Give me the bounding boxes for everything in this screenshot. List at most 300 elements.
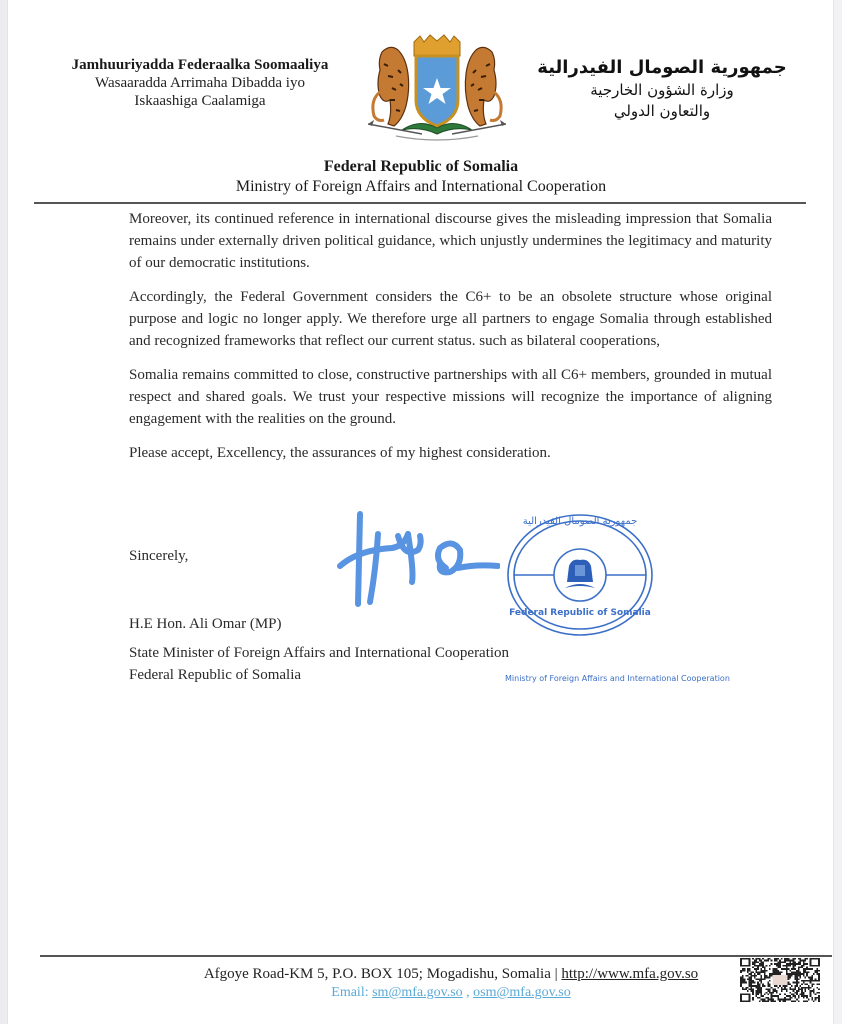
qr-module: [810, 982, 812, 984]
qr-module: [794, 977, 796, 979]
signatory-title: State Minister of Foreign Affairs and International Cooperation: [129, 645, 510, 661]
footer-divider: [40, 955, 832, 957]
qr-module: [771, 975, 773, 977]
qr-module: [767, 977, 769, 979]
qr-module: [793, 973, 795, 975]
qr-module: [779, 965, 781, 967]
qr-module: [757, 965, 759, 967]
qr-module: [759, 960, 761, 962]
qr-module: [755, 992, 757, 994]
qr-module: [803, 965, 805, 967]
qr-module: [781, 999, 783, 1001]
qr-module: [761, 972, 763, 974]
seal-text-bottom: Federal Republic of Somalia: [509, 608, 651, 618]
qr-module: [801, 992, 803, 994]
qr-module: [806, 975, 808, 977]
letter-body: [129, 208, 772, 476]
qr-module: [813, 973, 815, 975]
qr-module: [766, 975, 768, 977]
qr-module: [776, 973, 778, 975]
qr-module: [772, 995, 774, 997]
qr-module: [750, 980, 752, 982]
qr-module: [788, 965, 790, 967]
qr-module: [771, 994, 773, 996]
arabic-line-1: جمهورية الصومال الفيدرالية: [537, 57, 787, 78]
qr-module: [750, 988, 752, 990]
qr-module: [766, 977, 768, 979]
qr-module: [789, 992, 791, 994]
qr-module: [796, 970, 798, 972]
qr-module: [772, 988, 774, 990]
qr-module: [759, 980, 761, 982]
qr-module: [772, 1000, 774, 1002]
qr-module: [791, 968, 793, 970]
qr-module: [772, 968, 774, 970]
qr-module: [767, 997, 769, 999]
qr-module: [772, 990, 774, 992]
qr-module: [796, 999, 798, 1001]
qr-module: [808, 999, 810, 1001]
qr-module: [750, 983, 752, 985]
qr-module: [764, 978, 766, 980]
qr-module: [786, 966, 788, 968]
qr-module: [777, 973, 779, 975]
qr-module: [784, 999, 786, 1001]
qr-module: [762, 985, 764, 987]
qr-module: [745, 982, 747, 984]
qr-module: [752, 961, 754, 963]
qr-module: [772, 972, 774, 974]
qr-module: [806, 987, 808, 989]
qr-module: [799, 972, 801, 974]
qr-module: [783, 1000, 785, 1002]
qr-module: [769, 992, 771, 994]
qr-module: [796, 973, 798, 975]
seal-ring-graphic: [505, 512, 655, 638]
qr-module: [813, 983, 815, 985]
qr-module: [801, 988, 803, 990]
qr-module: [786, 999, 788, 1001]
email-link-sm[interactable]: sm@mfa.gov.so: [372, 985, 463, 1000]
qr-module: [776, 972, 778, 974]
qr-module: [786, 973, 788, 975]
qr-module: [754, 961, 756, 963]
qr-module: [806, 972, 808, 974]
qr-module: [818, 983, 820, 985]
qr-module: [793, 961, 795, 963]
qr-module: [759, 958, 761, 960]
qr-module: [755, 965, 757, 967]
qr-module: [793, 960, 795, 962]
qr-module: [794, 961, 796, 963]
qr-module: [793, 963, 795, 965]
qr-module: [779, 966, 781, 968]
qr-module: [789, 997, 791, 999]
qr-module: [752, 985, 754, 987]
qr-module: [754, 975, 756, 977]
qr-module: [764, 985, 766, 987]
qr-module: [781, 988, 783, 990]
qr-module: [798, 961, 800, 963]
qr-module: [818, 977, 820, 979]
qr-module: [803, 968, 805, 970]
qr-module: [801, 994, 803, 996]
qr-module: [757, 966, 759, 968]
qr-module: [794, 1000, 796, 1002]
qr-module: [799, 973, 801, 975]
letterhead-arabic: [512, 56, 812, 122]
qr-module: [776, 970, 778, 972]
qr-module: [794, 987, 796, 989]
email-separator: ,: [466, 985, 470, 1000]
qr-module: [754, 960, 756, 962]
qr-module: [794, 968, 796, 970]
qr-module: [783, 985, 785, 987]
qr-module: [811, 977, 813, 979]
qr-module: [798, 968, 800, 970]
qr-module: [794, 963, 796, 965]
qr-module: [799, 975, 801, 977]
qr-module: [789, 988, 791, 990]
qr-module: [754, 982, 756, 984]
qr-module: [755, 958, 757, 960]
qr-module: [769, 975, 771, 977]
qr-module: [810, 978, 812, 980]
qr-module: [810, 995, 812, 997]
qr-module: [752, 999, 754, 1001]
qr-module: [803, 995, 805, 997]
somali-line-1: Jamhuuriyadda Federaalka Soomaaliya: [71, 57, 329, 73]
qr-module: [794, 982, 796, 984]
official-seal-icon: [505, 512, 655, 638]
website-link[interactable]: http://www.mfa.gov.so: [561, 966, 699, 982]
qr-module: [783, 988, 785, 990]
qr-module: [786, 970, 788, 972]
qr-module: [796, 983, 798, 985]
qr-module: [777, 958, 779, 960]
qr-module: [786, 963, 788, 965]
qr-module: [784, 965, 786, 967]
qr-module: [744, 978, 746, 980]
qr-module: [793, 982, 795, 984]
qr-module: [777, 970, 779, 972]
qr-module: [783, 999, 785, 1001]
qr-module: [805, 995, 807, 997]
qr-module: [816, 992, 818, 994]
paragraph: Moreover, its continued reference in international discourse gives the misleading impression that Somalia remains under externally driven political guidance, which unjustly undermines the legitimacy and maturity of our democratic institutions.: [129, 211, 772, 271]
qr-module: [757, 961, 759, 963]
qr-module: [781, 972, 783, 974]
qr-module: [769, 985, 771, 987]
qr-module: [794, 995, 796, 997]
qr-module: [762, 958, 764, 960]
qr-module: [801, 973, 803, 975]
qr-module: [788, 960, 790, 962]
qr-module: [793, 1000, 795, 1002]
qr-module: [752, 963, 754, 965]
qr-module: [754, 985, 756, 987]
qr-module: [759, 987, 761, 989]
qr-module: [794, 997, 796, 999]
qr-module: [754, 977, 756, 979]
qr-module: [811, 983, 813, 985]
qr-module: [759, 978, 761, 980]
qr-module: [740, 972, 742, 974]
qr-module: [771, 973, 773, 975]
qr-module: [816, 987, 818, 989]
qr-module: [805, 958, 807, 960]
qr-module: [779, 985, 781, 987]
qr-module: [762, 970, 764, 972]
qr-module: [791, 985, 793, 987]
qr-module: [761, 999, 763, 1001]
qr-module: [761, 987, 763, 989]
qr-module: [818, 992, 820, 994]
qr-module: [806, 968, 808, 970]
qr-module: [799, 994, 801, 996]
qr-module: [740, 970, 742, 972]
english-line-2: Ministry of Foreign Affairs and International Cooperation: [235, 178, 607, 195]
qr-module: [772, 992, 774, 994]
qr-module: [789, 987, 791, 989]
paragraph: Accordingly, the Federal Government considers the C6+ to be an obsolete structure whose original purpose and logic no longer apply. We therefore urge all partners to engage Somalia through established and recognized frameworks that reflect our current status. such as bilateral cooperations,: [129, 289, 772, 349]
qr-module: [810, 980, 812, 982]
qr-module: [767, 988, 769, 990]
qr-module: [784, 987, 786, 989]
qr-module: [791, 988, 793, 990]
qr-module: [788, 968, 790, 970]
qr-module: [788, 978, 790, 980]
qr-module: [740, 978, 742, 980]
qr-module: [798, 1000, 800, 1002]
qr-module: [805, 987, 807, 989]
qr-module: [761, 975, 763, 977]
qr-module: [796, 977, 798, 979]
qr-module: [796, 990, 798, 992]
qr-module: [805, 977, 807, 979]
qr-module: [818, 980, 820, 982]
qr-module: [798, 970, 800, 972]
qr-module: [740, 983, 742, 985]
qr-module: [818, 997, 820, 999]
qr-module: [759, 972, 761, 974]
qr-module: [789, 983, 791, 985]
qr-module: [791, 1000, 793, 1002]
qr-module: [815, 999, 817, 1001]
qr-module: [752, 975, 754, 977]
qr-module: [757, 978, 759, 980]
qr-module: [747, 978, 749, 980]
qr-module: [776, 965, 778, 967]
qr-module: [811, 997, 813, 999]
somali-line-2: Wasaaradda Arrimaha Dibadda iyo: [95, 75, 305, 91]
qr-module: [811, 990, 813, 992]
qr-module: [762, 995, 764, 997]
qr-module: [752, 997, 754, 999]
qr-module: [796, 994, 798, 996]
qr-module: [798, 995, 800, 997]
qr-module: [777, 999, 779, 1001]
qr-module: [762, 966, 764, 968]
qr-module: [766, 997, 768, 999]
qr-module: [803, 972, 805, 974]
qr-module: [794, 958, 796, 960]
qr-module: [806, 973, 808, 975]
qr-module: [803, 982, 805, 984]
qr-module: [803, 970, 805, 972]
qr-module: [754, 963, 756, 965]
qr-module: [755, 960, 757, 962]
qr-module: [767, 983, 769, 985]
qr-module: [806, 963, 808, 965]
qr-module: [798, 987, 800, 989]
qr-module: [762, 1000, 764, 1002]
qr-module: [762, 999, 764, 1001]
qr-module: [811, 978, 813, 980]
arabic-line-2: وزارة الشؤون الخارجية: [590, 81, 734, 99]
qr-module: [776, 985, 778, 987]
qr-module: [774, 972, 776, 974]
qr-module: [805, 972, 807, 974]
qr-module: [798, 972, 800, 974]
qr-module: [762, 983, 764, 985]
qr-module: [794, 988, 796, 990]
qr-module: [803, 992, 805, 994]
qr-module: [761, 968, 763, 970]
qr-module: [794, 965, 796, 967]
qr-module: [747, 975, 749, 977]
qr-module: [761, 961, 763, 963]
qr-module: [740, 982, 742, 984]
qr-module: [744, 982, 746, 984]
qr-module: [752, 982, 754, 984]
qr-module: [749, 985, 751, 987]
qr-module: [767, 1000, 769, 1002]
qr-module: [786, 988, 788, 990]
qr-module: [789, 999, 791, 1001]
qr-module: [757, 983, 759, 985]
qr-module: [786, 985, 788, 987]
qr-module: [767, 990, 769, 992]
qr-module: [779, 972, 781, 974]
qr-module: [761, 978, 763, 980]
qr-module: [750, 990, 752, 992]
qr-module: [805, 963, 807, 965]
qr-module: [788, 958, 790, 960]
qr-module: [764, 966, 766, 968]
qr-module: [769, 968, 771, 970]
qr-module: [798, 988, 800, 990]
qr-module: [754, 965, 756, 967]
page-edge-right: [833, 0, 842, 1024]
qr-module: [761, 994, 763, 996]
qr-module: [806, 997, 808, 999]
qr-module: [742, 982, 744, 984]
qr-module: [818, 988, 820, 990]
qr-module: [757, 987, 759, 989]
qr-module: [783, 965, 785, 967]
qr-module: [764, 968, 766, 970]
footer-address-line: [30, 964, 842, 984]
qr-module: [801, 987, 803, 989]
qr-module: [769, 988, 771, 990]
qr-module: [774, 970, 776, 972]
qr-module: [793, 988, 795, 990]
qr-module: [813, 990, 815, 992]
qr-module: [801, 960, 803, 962]
qr-module: [750, 978, 752, 980]
qr-module: [786, 972, 788, 974]
qr-module: [810, 968, 812, 970]
qr-module: [805, 960, 807, 962]
qr-module: [771, 960, 773, 962]
qr-module: [776, 992, 778, 994]
qr-module: [771, 997, 773, 999]
qr-module: [750, 987, 752, 989]
qr-module: [784, 968, 786, 970]
email-label: Email:: [331, 985, 369, 1000]
qr-module: [796, 975, 798, 977]
qr-module: [810, 992, 812, 994]
qr-module: [788, 982, 790, 984]
qr-module: [745, 987, 747, 989]
qr-module: [776, 958, 778, 960]
paragraph: Somalia remains committed to close, constructive partnerships with all C6+ members, grounded in mutual respect and shared goals. We trust your respective missions will recognize the importance of aligning engagement with the realities on the ground.: [129, 367, 772, 427]
qr-module: [750, 975, 752, 977]
qr-module: [752, 980, 754, 982]
qr-module: [747, 968, 749, 970]
qr-module: [767, 958, 769, 960]
qr-module: [784, 988, 786, 990]
qr-module: [764, 970, 766, 972]
qr-module: [816, 970, 818, 972]
qr-module: [762, 963, 764, 965]
qr-module: [755, 968, 757, 970]
qr-module: [796, 963, 798, 965]
qr-module: [789, 973, 791, 975]
qr-module: [789, 975, 791, 977]
qr-module: [803, 1000, 805, 1002]
email-link-osm[interactable]: osm@mfa.gov.so: [473, 985, 571, 1000]
qr-module: [779, 963, 781, 965]
qr-module: [789, 960, 791, 962]
qr-module: [808, 972, 810, 974]
qr-module: [757, 988, 759, 990]
qr-module: [810, 977, 812, 979]
qr-module: [752, 990, 754, 992]
qr-module: [777, 972, 779, 974]
qr-module: [788, 977, 790, 979]
qr-module: [749, 982, 751, 984]
qr-module: [799, 985, 801, 987]
qr-module: [815, 994, 817, 996]
qr-module: [798, 975, 800, 977]
qr-module: [764, 975, 766, 977]
qr-module: [774, 963, 776, 965]
qr-module: [818, 973, 820, 975]
qr-module: [793, 965, 795, 967]
qr-module: [799, 960, 801, 962]
qr-module: [793, 990, 795, 992]
qr-module: [771, 987, 773, 989]
qr-module: [811, 999, 813, 1001]
qr-module: [803, 980, 805, 982]
qr-module: [752, 988, 754, 990]
qr-module: [803, 960, 805, 962]
qr-module: [752, 966, 754, 968]
qr-module: [777, 965, 779, 967]
qr-module: [788, 975, 790, 977]
